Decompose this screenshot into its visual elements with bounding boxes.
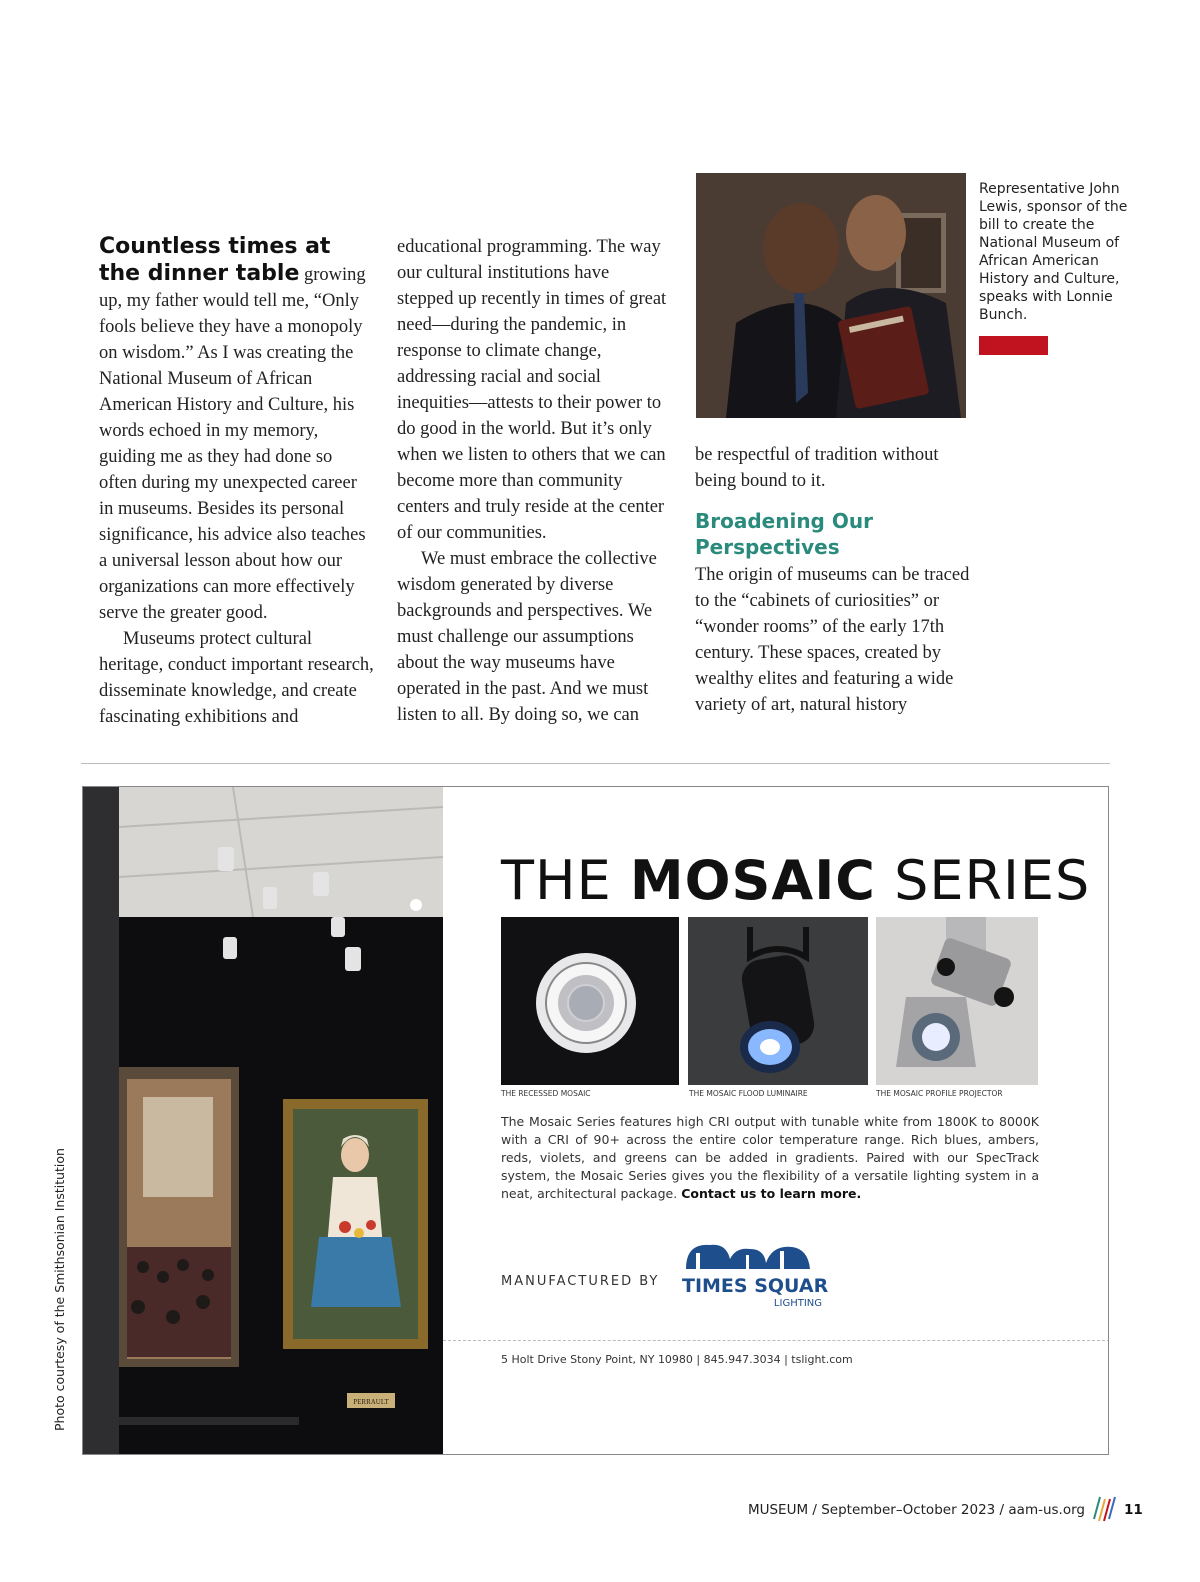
paragraph-text: growing up, my father would tell me, “Only fools believe they have a monopoly on wisdom.” As I was creating the National Museum of African American History and Culture, his words echoed in my memory, guiding me as they had done so often during my unexpected career in museums. Besides its personal significance, his advice also teaches a universal lesson about how our organizations can more effectively serve the greater good.: [99, 265, 366, 623]
recessed-light-icon: [501, 917, 679, 1085]
ad-body-text: [501, 1113, 1039, 1203]
article-column-3: [695, 442, 970, 718]
logo-subtext: LIGHTING: [773, 1298, 822, 1309]
logo-wordmark: TIMES SQUARE: [682, 1275, 828, 1297]
photo-caption: Representative John Lewis, sponsor of the bill to create the National Museum of African American History and Culture, speaks with Lonnie Bunch.: [979, 181, 1128, 323]
manufactured-by-label: MANUFACTURED BY: [501, 1274, 660, 1289]
product-image-profile: [876, 917, 1038, 1085]
article-paragraph: be respectful of tradition without being bound to it.: [695, 445, 939, 491]
photo-john-lewis-lonnie-bunch: [696, 173, 966, 418]
product-label: THE MOSAIC FLOOD LUMINAIRE: [689, 1089, 808, 1098]
product-image-flood: [688, 917, 868, 1085]
page-footer: MUSEUM / September–October 2023 / aam-us.org: [747, 1502, 1085, 1518]
article-column-2: [397, 234, 669, 728]
ad-gallery-photo: [83, 787, 443, 1455]
painting-plaque: PERRAULT: [353, 1398, 389, 1406]
page-number: 11: [1124, 1502, 1143, 1518]
logo-skyline-icon: [668, 1239, 828, 1313]
profile-projector-icon: [876, 917, 1038, 1085]
ad-address: 5 Holt Drive Stony Point, NY 10980 | 845.947.3034 | tslight.com: [501, 1353, 853, 1366]
product-label: THE RECESSED MOSAIC: [501, 1089, 591, 1098]
ad-description: The Mosaic Series features high CRI output with tunable white from 1800K to 8000K with a CRI of 90+ across the entire color temperature range. Rich blues, ambers, reds, violets, and greens can be added in gradients. Paired with our SpecTrack system, the Mosaic Series gives you the flexibility of a versatile lighting system in a neat, architectural package.: [501, 1114, 1039, 1201]
article-column-1: [99, 234, 374, 730]
ad-divider: [443, 1340, 1109, 1342]
section-subhead: Broadening Our Perspectives: [695, 509, 873, 559]
ad-title-part: THE: [501, 849, 630, 912]
article-paragraph: Museums protect cultural heritage, conduct important research, disseminate knowledge, and create fascinating exhibitions and: [99, 629, 374, 727]
ad-title: [501, 849, 1090, 912]
article-paragraph: [99, 234, 374, 626]
section-divider: [81, 763, 1110, 764]
flood-light-icon: [688, 917, 868, 1085]
product-image-recessed: [501, 917, 679, 1085]
photo-illustration: [696, 173, 966, 418]
advertisement-mosaic-series: [82, 786, 1109, 1455]
ad-cta[interactable]: Contact us to learn more.: [681, 1186, 862, 1201]
caption-accent-bar: [979, 336, 1048, 355]
ad-title-part: SERIES: [875, 849, 1091, 912]
ad-title-bold: MOSAIC: [629, 849, 876, 912]
article-paragraph: We must embrace the collective wisdom generated by diverse backgrounds and perspectives. We must challenge our assumptions about the way museums have operated in the past. And we must listen to all. By doing so, we can: [397, 549, 657, 725]
article-paragraph: educational programming. The way our cultural institutions have stepped up recently in times of great need—during the pandemic, in response to climate change, addressing racial and social inequities—attests to their power to do good in the world. But it’s only when we listen to others that we can become more than community centers and truly reside at the center of our communities.: [397, 237, 667, 543]
times-square-lighting-logo: [668, 1239, 828, 1313]
photo-credit: Photo courtesy of the Smithsonian Institution: [52, 1148, 67, 1431]
aam-logo-icon: [1090, 1493, 1118, 1523]
lead-in: Countless times at the dinner table: [99, 234, 331, 286]
product-label: THE MOSAIC PROFILE PROJECTOR: [876, 1089, 1003, 1098]
article-paragraph: The origin of museums can be traced to the “cabinets of curiosities” or “wonder rooms” of the early 17th century. These spaces, created by wealthy elites and featuring a wide variety of art, natural history: [695, 565, 970, 715]
gallery-illustration: [83, 787, 443, 1455]
